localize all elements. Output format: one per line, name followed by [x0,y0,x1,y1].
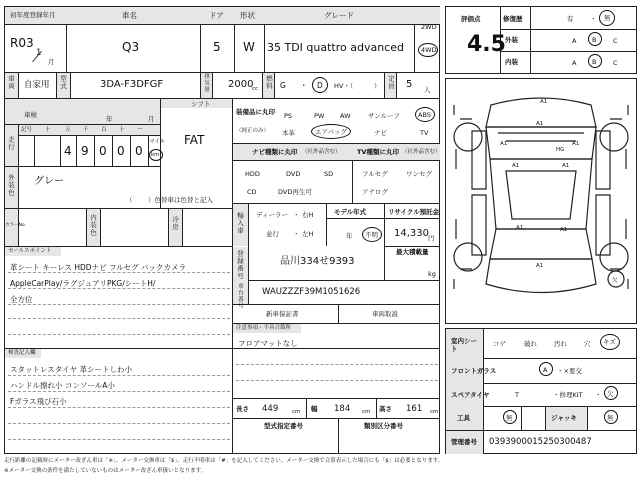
mileage-digit-0: 4 [64,144,72,158]
exterior-grade-label: 外装 [505,36,518,44]
fuel-d: D [317,81,323,90]
displacement-label: 排気量 [203,73,209,93]
doc-manual: 車両取説 [372,310,398,318]
int-grade-b: B [592,58,597,66]
inspector-title: 検査記入欄 [8,350,36,356]
model-code-value: 3DA-F3DFGF [100,79,164,90]
reg-year-label: 初年度登録年月 [10,11,56,19]
place-label-0: 十 [45,127,51,133]
model-year-unknown: 不明 [365,231,378,239]
navi-dvd: DVD [286,170,301,178]
seat-item-burn: コゲ [493,340,506,348]
drive-4wd: 4WD [421,46,437,54]
tv-analog: アナログ [362,188,388,196]
place-label-1: 万 [65,127,71,133]
width-unit: cm [362,409,371,415]
length-value: 449 [262,404,279,414]
spare-tire-label: スペアタイヤ [451,391,490,399]
navi-hdd: HDD [245,170,260,178]
sales-line-1: AppleCarPlay/ラグジュアリPKG/シートH/ [10,279,156,288]
shift-value: FAT [184,133,205,147]
notes-line-0: フロアマットなし [238,339,298,348]
ext-grade-a: A [572,37,577,45]
inspector-line-0: スタットレスタイヤ 革シートしわ小 [10,365,133,374]
jack-value: 無 [607,414,614,422]
width-value: 184 [334,404,351,414]
tv-oneseg: ワンセグ [406,170,432,178]
navi-title: ナビ種類に丸印 [252,148,298,156]
plate-value: 品川334せ9393 [280,256,355,267]
place-label-5: 一 [137,127,143,133]
reg-month: 1 [36,48,42,58]
model-name: Q3 [122,40,140,54]
sales-line-2: 全方位 [10,295,33,304]
inspection-year-unit: 年 [106,115,113,123]
navi-cd: CD [247,188,257,196]
dmg-code-2: A1 [500,141,508,147]
doors-label: ドア [209,11,224,20]
interior-seat-label: 室内シート [451,337,477,353]
ext-grade-c: C [613,37,618,45]
equipment-leather: 本革 [282,129,295,137]
equipment-sunroof: サンルーフ [368,112,400,120]
length-unit: cm [292,409,301,415]
dmg-code-5: A1 [562,163,570,169]
navi-sd: SD [324,170,334,178]
sales-line-0: 革シート キーレス HDDナビ フルセグ バックカメラ [10,263,187,272]
equipment-ps: PS [284,112,293,120]
doc-warranty: 新車保証書 [266,310,299,318]
model-label: 車名 [122,11,137,20]
mgmt-label: 管理番号 [451,438,477,446]
rating-value: 4.5 [467,32,506,57]
inspection-label: 車検 [24,111,37,119]
interior-grade-label: 内装 [505,58,518,66]
unit-km: km [151,152,160,158]
recycle-yen: 円 [428,234,435,242]
dmg-code-6: A1 [516,225,524,231]
seat-item-scratch: キズ [603,338,616,346]
class-label: 類別区分番号 [364,422,403,430]
usage-value: 自家用 [24,80,50,90]
height-label: 高さ [379,405,392,413]
mileage-digit-1: 9 [81,144,89,158]
dmg-code-0: A1 [540,99,548,105]
equipment-tv: TV [420,129,429,137]
vin-value: WAUZZZF39M1051626 [262,287,361,297]
dmg-code-8: HG [556,147,565,153]
capacity-unit: 人 [424,86,431,94]
int-grade-c: C [613,59,618,67]
import-left: 左H [302,230,314,238]
displacement-unit: cc [252,86,259,92]
fuel-label: 燃料 [265,75,273,90]
vin-label: 車台番号 [237,283,243,309]
dmg-code-4: A1 [512,163,520,169]
mileage-digit-4: 0 [135,144,143,158]
front-glass-a: A [543,366,548,374]
fuel-hv: HV・（ [334,82,354,90]
grade-value: 35 TDI quattro advanced [267,41,404,54]
notes-title: 注意事項・不具合箇所 [236,325,292,331]
rating-label: 評価点 [461,15,481,23]
model-year-label: モデル年式 [334,208,367,216]
shift-label: シフト [191,100,211,108]
plate-label: 登録番号 [236,250,244,280]
fuel-close: ） [374,82,381,90]
equipment-pw: PW [314,112,325,120]
travel-label: 走行 [7,136,15,151]
import-label: 輸入車 [236,212,244,235]
drive-2wd: 2WD [421,23,437,31]
fuel-g: G [280,81,286,90]
import-right: 右H [302,211,314,219]
doors-value: 5 [213,40,221,54]
front-glass-x: ・×要交 [557,367,582,375]
equipment-sublabel: （純正のみ） [236,128,270,134]
place-label-2: 千 [83,127,89,133]
place-label-4: 十 [119,127,125,133]
recycle-label: リサイクル預託金 [388,208,440,216]
import-parallel: 並行 [266,230,279,238]
recycle-value: 14,330 [394,228,429,239]
import-dealer: ディーラー [256,211,288,219]
dmg-code-3: A1 [572,141,580,147]
width-label: 幅 [311,405,318,413]
jack-label: ジャッキ [551,414,577,422]
equipment-navi: ナビ [374,129,387,137]
sales-title: セールスポイント [8,248,52,254]
equipment-airbag: エアバッグ [315,128,347,136]
mileage-digit-2: 0 [99,144,107,158]
footer-line-2: ※メーター交換の条件を満たしていないものはメーター改ざん車扱いとなります。 [4,468,207,474]
dmg-code-7: A1 [560,227,568,233]
model-year-unit: 年 [346,232,353,240]
spare-kit: ・修理KIT [553,391,583,399]
dmg-code-1: A1 [536,121,544,127]
reg-year: R03 [10,36,34,50]
shape-label: 形状 [240,11,255,20]
seat-item-tear: 破れ [524,340,537,348]
mileage-digit-3: 0 [117,144,125,158]
unit-mile: マイル [149,139,166,145]
place-label-3: 百 [101,127,107,133]
cold-label: 冷房 [171,216,179,231]
interior-color-label: 内装色 [89,214,97,237]
grade-label: グレード [324,11,354,20]
equipment-label: 装備品に丸印 [236,108,275,116]
footer-line-1: 走行距離の記載時にメーター改ざん車は「※」、メーター交換車は「$」、走行不明車は「#」を記入してください。メーター交換で合算表示した場合にも「$」は必要となります。 [4,458,444,464]
reg-month-unit: 月 [48,58,55,66]
shape-value: W [243,40,255,54]
length-label: 長さ [236,405,249,413]
seat-item-stain: 汚れ [554,340,567,348]
exterior-color-value: グレー [34,176,64,187]
tools-value: 無 [506,414,513,422]
int-grade-a: A [572,59,577,67]
model-code-label: 型式 [59,75,67,90]
ext-grade-b: B [592,36,597,44]
capacity-value: 5 [406,79,413,90]
max-load-unit: kg [428,270,436,278]
tv-sub: （社外品含む） [402,149,441,155]
car-damage-diagram [446,79,636,323]
tv-title: TV種類に丸印 [357,148,399,156]
inspector-line-2: Fガラス飛び石小 [10,397,67,406]
mileage-header-label: 記号 [21,127,33,133]
equipment-aw: AW [340,112,351,120]
exterior-color-label: 外装色 [7,174,15,197]
navi-dvd-play: DVD再生可 [278,188,312,196]
displacement-value: 2000 [228,79,254,90]
spare-missing: 欠 [607,390,614,398]
height-unit: cm [430,409,439,415]
equipment-abs: ABS [418,111,431,119]
height-value: 161 [406,404,423,414]
spare-t: T [515,391,519,399]
tools-label: 工具 [457,414,470,422]
repair-label: 修復歴 [503,15,523,23]
navi-sub: （社外品含む） [302,149,341,155]
type-cert-label: 型式指定番号 [264,422,303,430]
inspector-line-1: ハンドル擦れ小 コンソールA小 [10,381,115,390]
seat-item-hole: 穴 [584,340,591,348]
spare-missing-mark: 欠 [612,278,618,284]
repair-no: 無 [604,14,611,22]
mgmt-number: 0393900015250300487 [489,437,592,447]
capacity-label: 定員 [387,75,395,90]
front-glass-label: フロントガラス [451,367,497,375]
inspection-month-unit: 月 [148,115,155,123]
tv-fullseg: フルセグ [362,170,388,178]
color-note: ）色替車は色替と記入 [148,196,213,204]
repair-yes: 有 [567,15,574,23]
dmg-code-9: A1 [536,263,544,269]
color-no-label: カラーNo. [5,223,26,228]
max-load-label: 最大積載量 [396,248,429,256]
plate-class-label: 車両 [7,75,15,90]
